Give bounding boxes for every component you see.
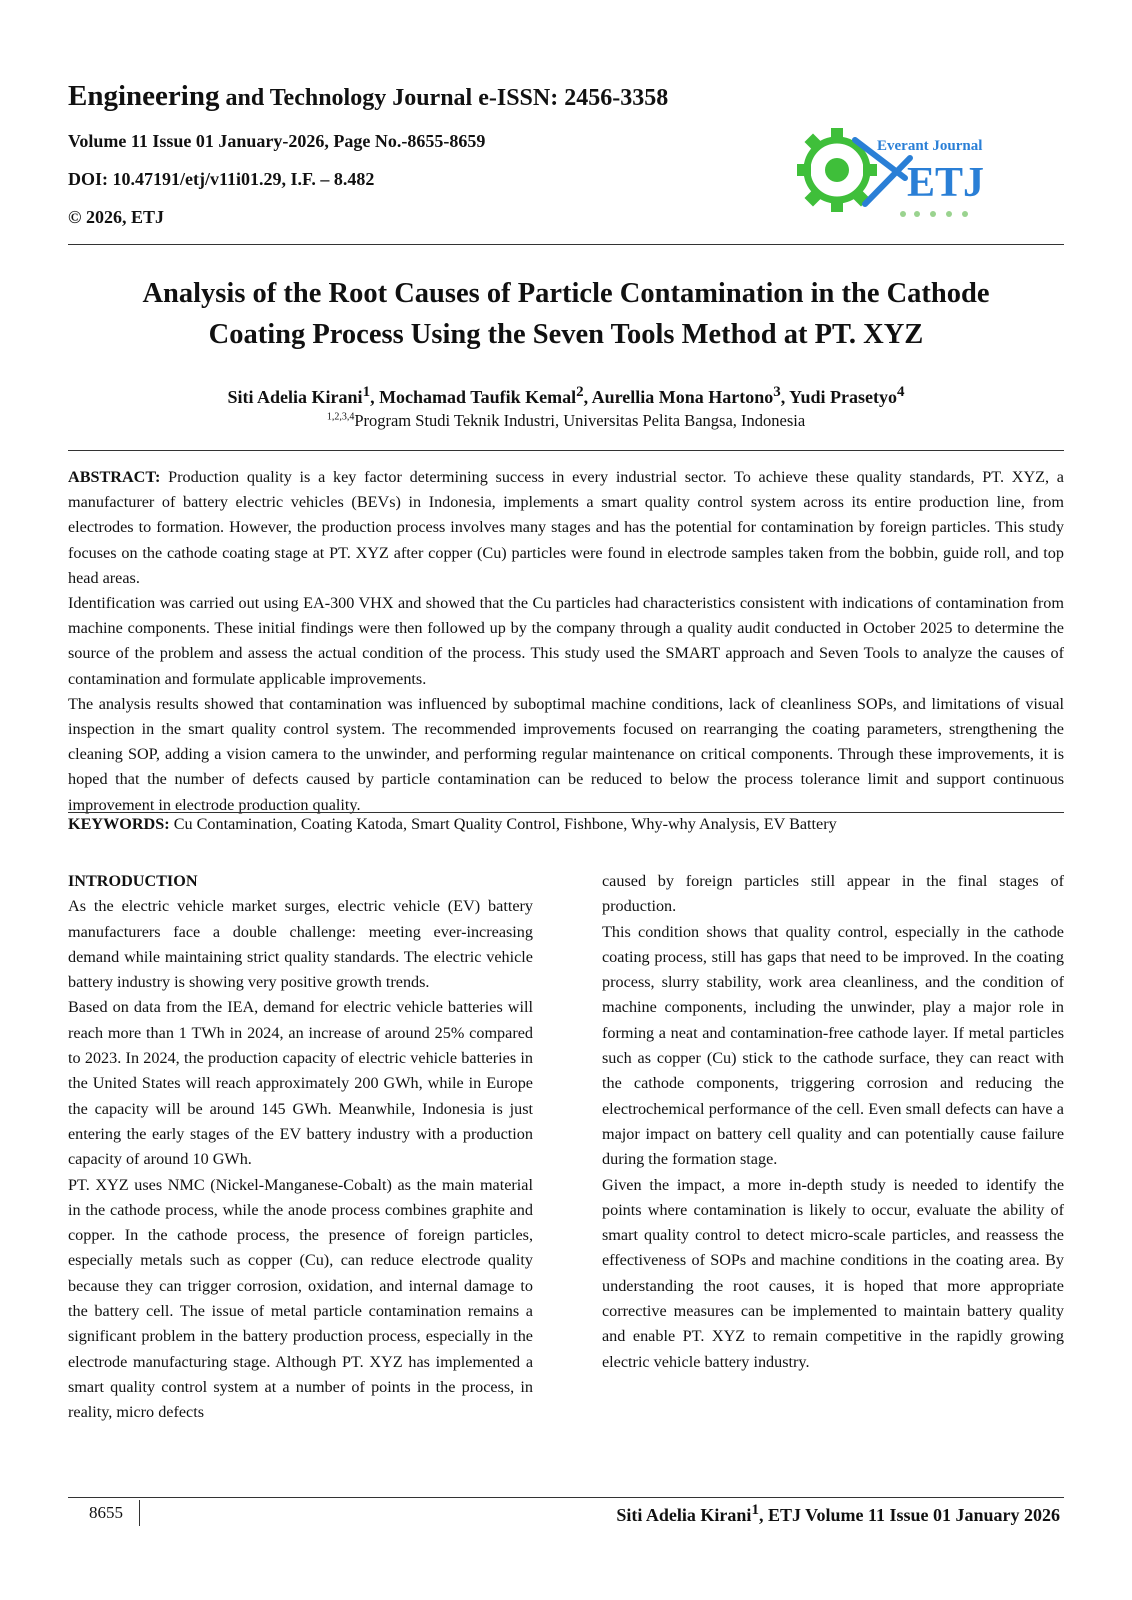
body-paragraph: Based on data from the IEA, demand for electric vehicle batteries will reach more than 1 TWh in 2024, an increase of around 25% compared to 2023. In 2024, the production capacity of electric vehicle batteries in the United States will reach approximately 200 GWh, while in Europe the capacity will be around 145 GWh. Meanwhile, Indonesia is just entering the early stages of the EV battery industry with a production capacity of around 10 GWh. — [68, 998, 533, 1169]
body-paragraph: Given the impact, a more in-depth study is needed to identify the points where contamination is likely to occur, evaluate the ability of smart quality control to detect micro-scale particles, and reassess the effectiveness of SOPs and machine conditions in the coating area. By understanding the root causes, it is hoped that more appropriate corrective measures can be implemented to maintain battery quality and enable PT. XYZ to remain competitive in the rapidly growing electric vehicle battery industry. — [602, 1175, 1064, 1371]
volume-line: Volume 11 Issue 01 January-2026, Page No.-8655-8659 — [68, 131, 486, 151]
copyright-line: © 2026, ETJ — [68, 207, 164, 227]
journal-name-first: Engineering — [68, 80, 220, 112]
affiliation — [68, 411, 1064, 431]
abstract-label: ABSTRACT: — [68, 468, 161, 486]
logo-top-text: Everant Journal — [877, 138, 983, 154]
body-paragraph: caused by foreign particles still appear in the final stages of production. — [602, 872, 1064, 916]
abstract — [68, 465, 1064, 818]
author-sup: 4 — [896, 384, 905, 400]
author-sup: 2 — [576, 384, 584, 400]
author-separator: , — [583, 387, 592, 407]
affiliation-sup: 1,2,3,4 — [326, 411, 355, 423]
abstract-paragraph — [68, 465, 1064, 591]
journal-name-rest: and Technology Journal e-ISSN: 2456-3358 — [219, 85, 669, 111]
abstract-paragraph: Identification was carried out using EA-300 VHX and showed that the Cu particles had characteristics consistent with indications of contamination from machine components. These initial findings were then followed up by the company through a quality audit conducted in October 2025 to determine the source of the problem and assess the actual condition of the process. This study used the SMART approach and Seven Tools to analyze the causes of contamination and formulate applicable improvements. — [68, 594, 1064, 688]
footer-rule — [68, 1497, 1064, 1498]
abstract-text: Production quality is a key factor determining success in every industrial sector. To achieve these quality standards, PT. XYZ, a manufacturer of battery electric vehicles (BEVs) in Indonesia, implements a smart quality control system across its entire production line, from electrodes to formation. However, the production process involves many stages and has the potential for contamination by foreign particles. This study focuses on the cathode coating stage at PT. XYZ after copper (Cu) particles were found in electrode samples taken from the bobbin, guide roll, and top head areas. — [68, 468, 1064, 587]
keywords-text: Cu Contamination, Coating Katoda, Smart Quality Control, Fishbone, Why-why Analysis, EV Battery — [169, 815, 837, 833]
author-name: Mochamad Taufik Kemal — [379, 387, 577, 407]
author-list — [68, 384, 1064, 408]
keywords — [68, 815, 1064, 834]
section-heading: INTRODUCTION — [68, 872, 198, 890]
author-sup: 1 — [362, 384, 371, 400]
logo-main-text: ETJ — [907, 160, 985, 206]
journal-logo — [795, 118, 1015, 228]
author-sup: 3 — [773, 384, 781, 400]
footer-author: Siti Adelia Kirani — [616, 1505, 752, 1525]
body-paragraph: As the electric vehicle market surges, electric vehicle (EV) battery manufacturers face a double challenge: meeting ever-increasing demand while maintaining strict quality standards. The electric vehicle battery industry is showing very positive growth trends. — [68, 897, 533, 992]
abstract-paragraph: The analysis results showed that contamination was influenced by suboptimal machine conditions, lack of cleanliness SOPs, and limitations of visual inspection in the smart quality control system. The recommended improvements focused on rearranging the coating parameters, strengthening the cleaning SOP, adding a vision camera to the unwinder, and performing regular maintenance on critical components. Through these improvements, it is hoped that the number of defects caused by particle contamination can be reduced to below the process tolerance limit and support continuous improvement in electrode production quality. — [68, 694, 1064, 814]
footer-separator — [139, 1500, 140, 1526]
paper-title — [68, 273, 1064, 355]
author-name: Aurellia Mona Hartono — [591, 387, 774, 407]
introduction-left-column — [68, 869, 533, 1426]
keywords-label: KEYWORDS: — [68, 815, 170, 833]
gear-icon — [797, 128, 877, 212]
footer-author-sup: 1 — [751, 1502, 759, 1518]
doi-line: DOI: 10.47191/etj/v11i01.29, I.F. – 8.482 — [68, 169, 375, 189]
paper-title-line-2: Coating Process Using the Seven Tools Method at PT. XYZ — [208, 319, 924, 350]
author-name: Yudi Prasetyo — [789, 387, 897, 407]
author-separator: , — [780, 387, 790, 407]
page-number: 8655 — [89, 1503, 123, 1522]
author-separator: , — [370, 387, 380, 407]
paper-title-line-1: Analysis of the Root Causes of Particle Contamination in the Cathode — [142, 278, 990, 309]
body-paragraph: PT. XYZ uses NMC (Nickel-Manganese-Cobalt) as the main material in the cathode process, while the anode process combines graphite and copper. In the cathode process, the presence of foreign particles, especially metals such as copper (Cu), can reduce electrode quality because they can trigger corrosion, oxidation, and internal damage to the battery cell. The issue of metal particle contamination remains a significant problem in the battery production process, especially in the electrode manufacturing stage. Although PT. XYZ has implemented a smart quality control system at a number of points in the process, in reality, micro defects — [68, 1175, 533, 1422]
introduction-right-column — [602, 869, 1064, 1375]
abstract-bottom-rule — [68, 812, 1064, 813]
footer-citation — [540, 1502, 1060, 1526]
body-paragraph: This condition shows that quality control, especially in the cathode coating process, still has gaps that need to be improved. In the coating process, slurry stability, work area cleanliness, and the condition of machine components, including the unwinder, play a major role in forming a neat and contamination-free cathode layer. If metal particles such as copper (Cu) stick to the cathode surface, they can react with the cathode components, triggering corrosion and reducing the electrochemical performance of the cell. Even small defects can have a major impact on battery cell quality and can potentially cause failure during the formation stage. — [602, 922, 1064, 1169]
affiliation-text: Program Studi Teknik Industri, Universitas Pelita Bangsa, Indonesia — [354, 411, 806, 430]
logo-decoration — [900, 211, 968, 217]
footer-journal-ref: , ETJ Volume 11 Issue 01 January 2026 — [758, 1505, 1060, 1525]
journal-title — [68, 80, 668, 113]
header-rule — [68, 244, 1064, 245]
author-name: Siti Adelia Kirani — [227, 387, 363, 407]
abstract-top-rule — [68, 450, 1064, 451]
